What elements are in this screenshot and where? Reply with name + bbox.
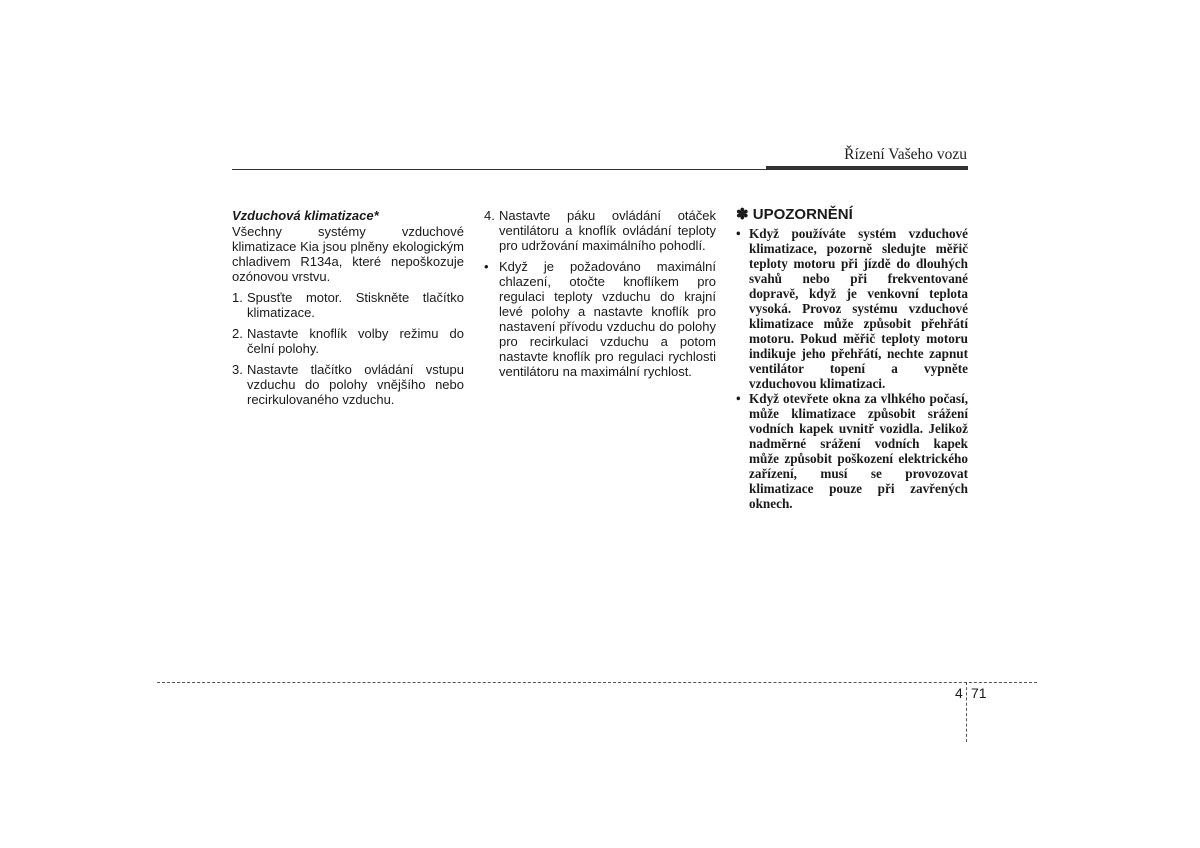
chapter-number: 4 <box>955 685 963 701</box>
column-middle <box>484 208 716 379</box>
list-item-text: Spusťte motor. Stiskněte tlačítko klimatizace. <box>247 290 464 320</box>
list-marker: • <box>484 259 489 274</box>
list-item-text: Nastavte páku ovládání otáček ventilátoru a knoflík ovládání teploty pro udržování maximálního pohodlí. <box>499 208 716 253</box>
column-left <box>232 208 464 407</box>
list-item-text: Nastavte knoflík volby režimu do čelní polohy. <box>247 326 464 356</box>
list-item <box>484 208 716 253</box>
header-accent-bar <box>766 166 968 170</box>
warning-item <box>736 391 968 511</box>
list-item-text: Když je požadováno maximální chlazení, otočte knoflíkem pro regulaci teploty vzduchu do krajní levé polohy a nastavte knoflík pro nastavení přívodu vzduchu do polohy pro recirkulaci vzduchu a potom nastavte knoflík pro regulaci rychlosti ventilátoru na maximální rychlost. <box>499 259 716 379</box>
list-marker: 2. <box>232 326 243 341</box>
warning-list <box>736 226 968 511</box>
list-item <box>232 326 464 356</box>
header-divider <box>232 169 768 170</box>
footer-divider <box>157 682 1037 683</box>
list-marker: 1. <box>232 290 243 305</box>
list-marker: 3. <box>232 362 243 377</box>
asterisk-icon: ✽ <box>736 206 749 223</box>
list-item-text: Nastavte tlačítko ovládání vstupu vzduchu do polohy vnějšího nebo recirkulovaného vzduchu. <box>247 362 464 407</box>
list-item <box>232 290 464 320</box>
list-item <box>484 259 716 379</box>
warning-item-text: Když používáte systém vzduchové klimatizace, pozorně sledujte měřič teploty motoru při jízdě do dlouhých svahů nebo při frekventované dopravě, když je venkovní teplota vysoká. Provoz systému vzduchové klimatizace může způsobit přehřátí motoru. Pokud měřič teploty motoru indikuje jeho přehřátí, nechte zapnut ventilátor topení a vypněte vzduchovou klimatizaci. <box>749 226 968 391</box>
bullet-icon: • <box>736 226 741 241</box>
page-number: 71 <box>971 685 987 701</box>
list-item <box>232 362 464 407</box>
intro-paragraph: Všechny systémy vzduchové klimatizace Kia jsou plněny ekologickým chladivem R134a, které nepoškozuje ozónovou vrstvu. <box>232 224 464 284</box>
warning-title: UPOZORNĚNÍ <box>752 206 853 223</box>
list-marker: 4. <box>484 208 495 223</box>
bullet-icon: • <box>736 391 741 406</box>
section-title: Řízení Vašeho vozu <box>844 146 967 163</box>
warning-item-text: Když otevřete okna za vlhkého počasí, může klimatizace způsobit srážení vodních kapek uvnitř vozidla. Jelikož nadměrné srážení vodních kapek může způsobit poškození elektrického zařízení, musí se provozovat klimatizace pouze při zavřených oknech. <box>749 391 968 511</box>
warning-box <box>736 206 968 511</box>
warning-heading <box>736 206 968 224</box>
subheading: Vzduchová klimatizace* <box>232 208 379 223</box>
footer-vertical-divider <box>966 682 967 742</box>
warning-item <box>736 226 968 391</box>
